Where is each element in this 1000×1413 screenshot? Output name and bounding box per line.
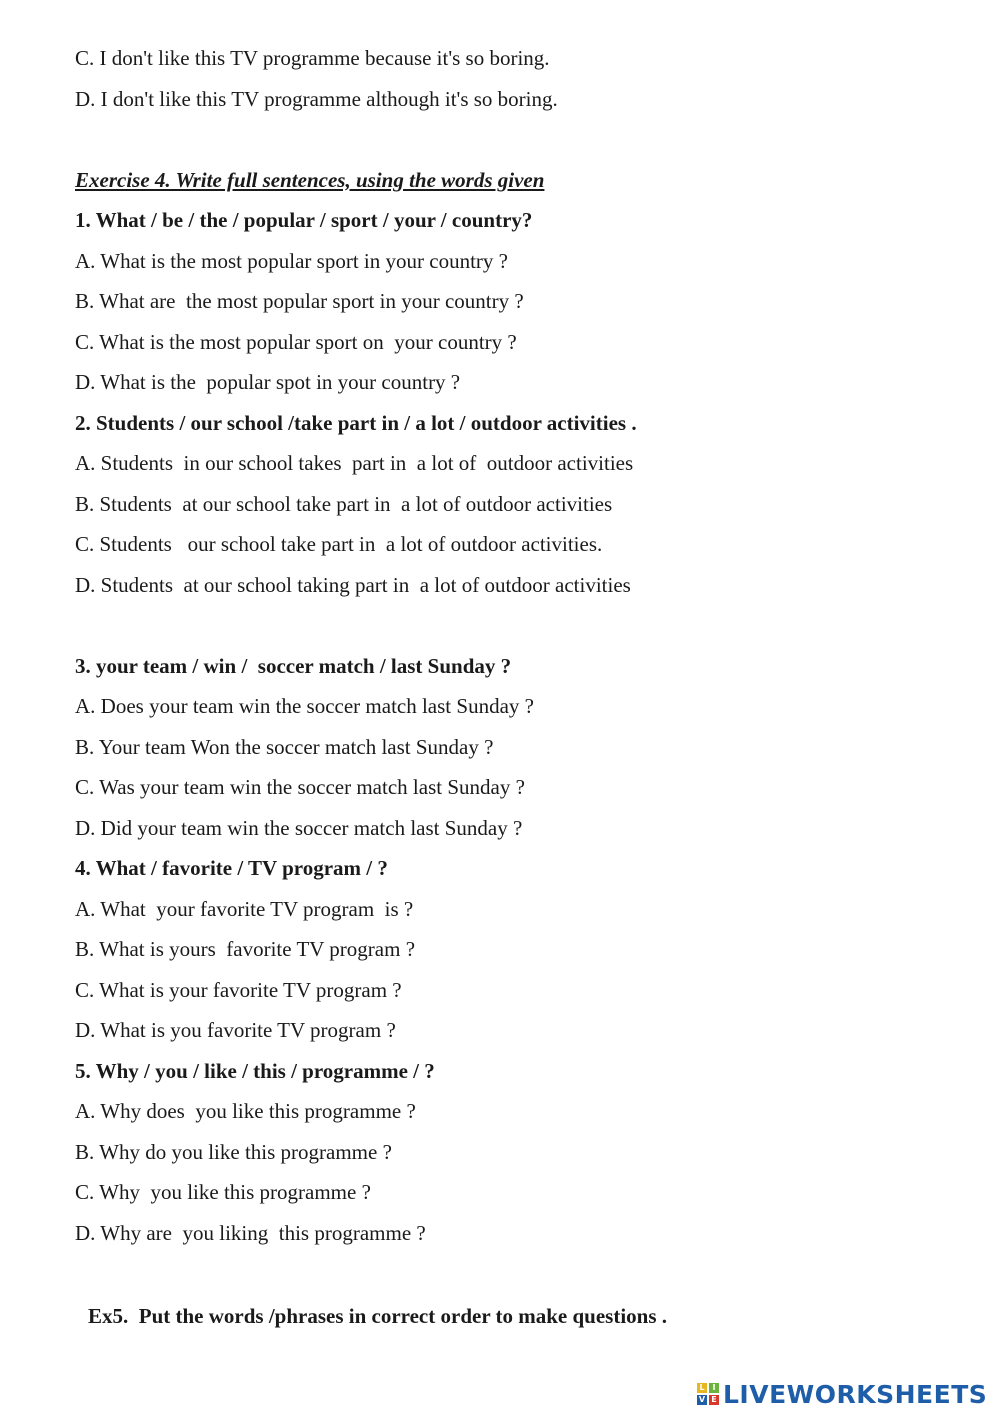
logo-mark-tile: E	[709, 1395, 719, 1405]
question-3-option-a[interactable]: A. Does your team win the soccer match last Sunday ?	[75, 694, 534, 718]
question-2-option-b[interactable]: B. Students at our school take part in a lot of outdoor activities	[75, 491, 613, 516]
question-1-option-c[interactable]: C. What is the most popular sport on your country ?	[75, 329, 517, 354]
prev-option-c: C. I don't like this TV programme because it's so boring.	[75, 46, 550, 70]
question-3-option-b[interactable]: B. Your team Won the soccer match last Sunday ?	[75, 734, 494, 759]
question-4-prompt: 4. What / favorite / TV program / ?	[75, 856, 388, 880]
question-5-prompt: 5. Why / you / like / this / programme / ?	[75, 1058, 435, 1083]
question-5-option-c[interactable]: C. Why you like this programme ?	[75, 1180, 371, 1204]
liveworksheets-logo	[697, 1379, 987, 1409]
question-5-option-d[interactable]: D. Why are you liking this programme ?	[75, 1220, 426, 1245]
question-1-option-a[interactable]: A. What is the most popular sport in your country ?	[75, 248, 508, 273]
logo-mark-tile: L	[697, 1383, 707, 1393]
question-2-option-a[interactable]: A. Students in our school takes part in a lot of outdoor activities	[75, 451, 634, 475]
spacer	[75, 119, 975, 160]
spacer	[75, 605, 975, 646]
question-2-prompt: 2. Students / our school /take part in / a lot / outdoor activities .	[75, 410, 637, 435]
question-3-prompt: 3. your team / win / soccer match / last Sunday ?	[75, 653, 512, 678]
question-4-option-d[interactable]: D. What is you favorite TV program ?	[75, 1018, 396, 1042]
worksheet-page	[75, 38, 975, 1253]
question-3-option-d[interactable]: D. Did your team win the soccer match last Sunday ?	[75, 815, 523, 840]
question-5-option-a[interactable]: A. Why does you like this programme ?	[75, 1099, 416, 1123]
logo-mark-icon	[697, 1383, 719, 1405]
question-1-prompt: 1. What / be / the / popular / sport / your / country?	[75, 208, 533, 232]
logo-mark-tile: I	[709, 1383, 719, 1393]
logo-text: LIVEWORKSHEETS	[723, 1379, 988, 1409]
prev-option-d: D. I don't like this TV programme although it's so boring.	[75, 86, 558, 111]
question-4-option-a[interactable]: A. What your favorite TV program is ?	[75, 896, 414, 921]
logo-mark-tile: V	[698, 1395, 706, 1404]
exercise-5-title: Ex5. Put the words /phrases in correct order to make questions .	[88, 1304, 668, 1328]
question-1-option-b[interactable]: B. What are the most popular sport in your country ?	[75, 289, 524, 313]
question-4-option-c[interactable]: C. What is your favorite TV program ?	[75, 977, 402, 1002]
question-3-option-c[interactable]: C. Was your team win the soccer match last Sunday ?	[75, 775, 525, 799]
question-1-option-d[interactable]: D. What is the popular spot in your country ?	[75, 370, 461, 394]
question-2-option-d[interactable]: D. Students at our school taking part in a lot of outdoor activities	[75, 572, 631, 597]
question-4-option-b[interactable]: B. What is yours favorite TV program ?	[75, 937, 416, 961]
question-2-option-c[interactable]: C. Students our school take part in a lot of outdoor activities.	[75, 532, 603, 556]
question-5-option-b[interactable]: B. Why do you like this programme ?	[75, 1139, 392, 1164]
exercise-4-title: Exercise 4. Write full sentences, using the words given	[75, 167, 545, 192]
